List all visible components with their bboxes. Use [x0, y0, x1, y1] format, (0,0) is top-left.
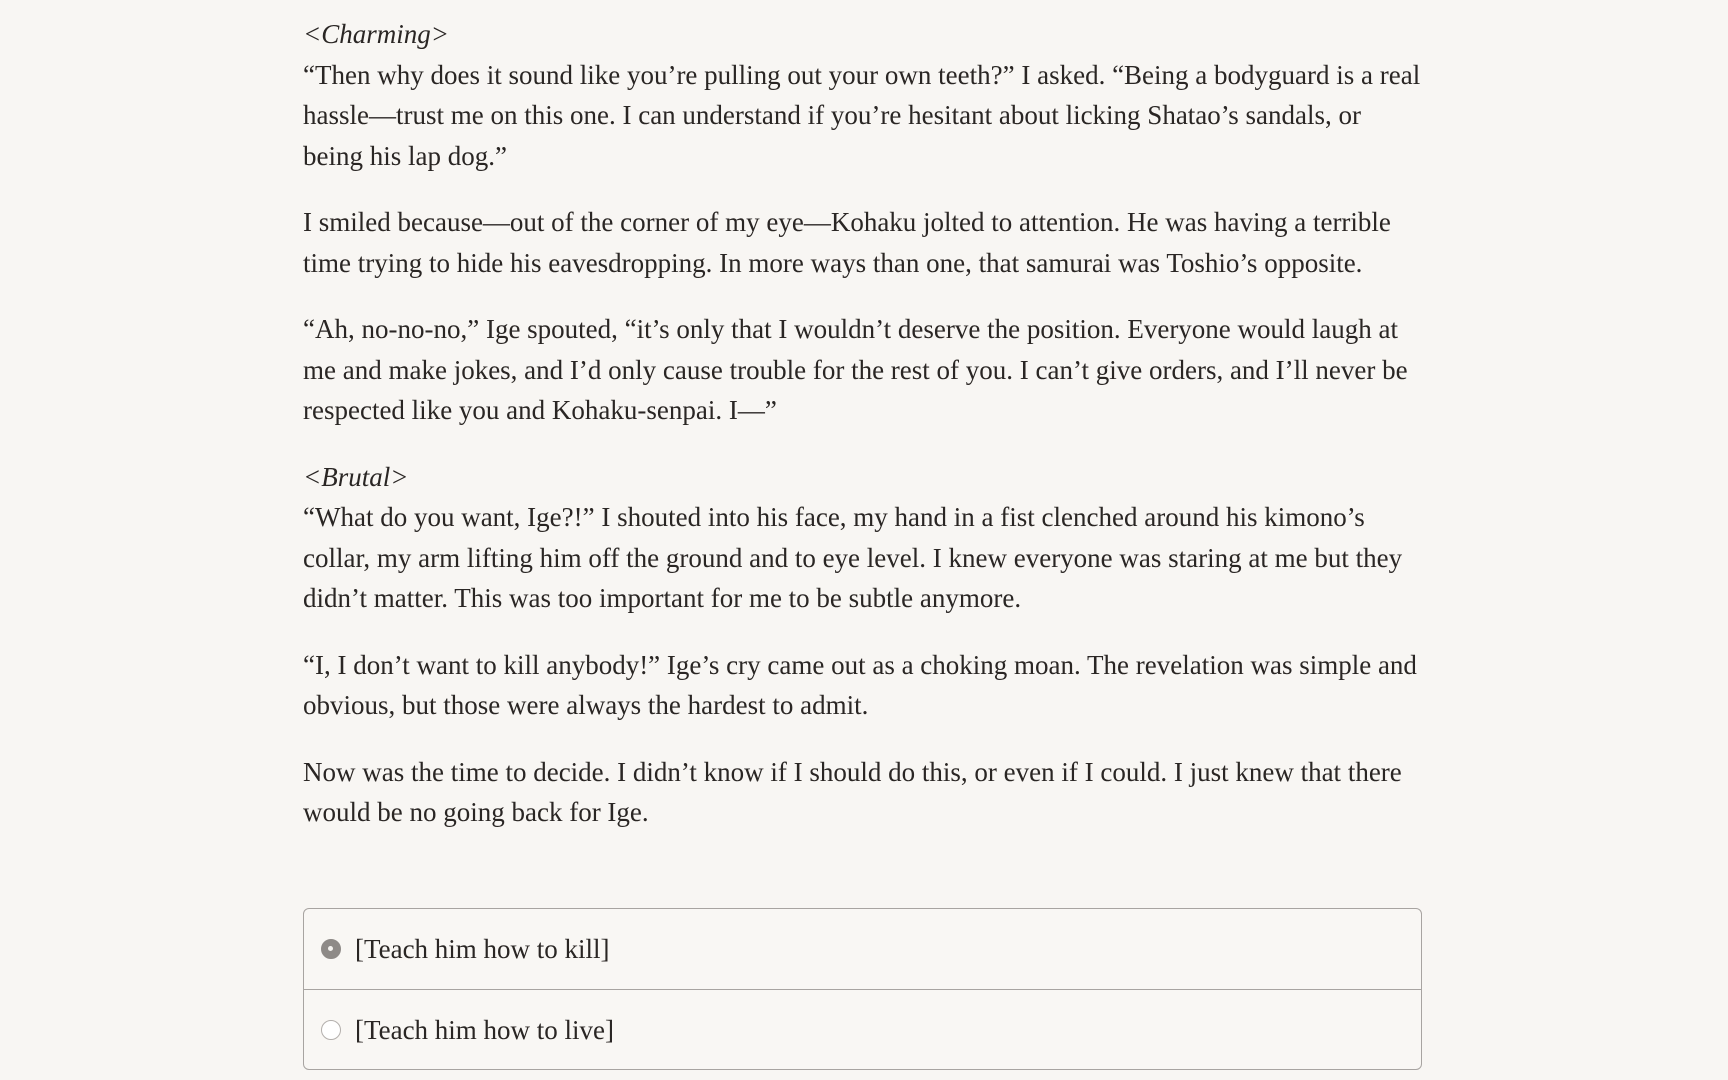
choice-label: [Teach him how to kill] [355, 934, 610, 964]
radio-selected-icon[interactable] [321, 939, 341, 959]
choice-label: [Teach him how to live] [355, 1014, 615, 1045]
choice-list [303, 908, 1422, 1070]
story-paragraph: “I, I don’t want to kill anybody!” Ige’s cry came out as a choking moan. The revelation was simple and obvious, but those were always the hardest to admit. [303, 649, 1417, 720]
choice-teach-live[interactable] [304, 989, 1421, 1069]
story-paragraph: I smiled because—out of the corner of my eye—Kohaku jolted to attention. He was having a terrible time trying to hide his eavesdropping. In more ways than one, that samurai was Toshio’s opposite. [303, 207, 1391, 278]
story-text [303, 14, 1423, 859]
radio-empty-icon[interactable] [321, 1020, 341, 1040]
paragraph-text: “What do you want, Ige?!” I shouted into his face, my hand in a fist clenched around his kimono’s collar, my arm lifting him off the ground and to eye level. I knew everyone was staring at me but they didn’t matter. This was too important for me to be subtle anymore. [303, 502, 1403, 613]
choice-teach-kill[interactable] [304, 909, 1421, 989]
paragraph-text: “Then why does it sound like you’re pulling out your own teeth?” I asked. “Being a bodyguard is a real hassle—trust me on this one. I can understand if you’re hesitant about licking Shatao’s sandals, or being his lap dog.” [303, 59, 1421, 171]
charming-tag: <Charming> [303, 19, 449, 49]
story-paragraph: “Ah, no-no-no,” Ige spouted, “it’s only that I wouldn’t deserve the position. Everyone would laugh at me and make jokes, and I’d only cause trouble for the rest of you. I can’t give orders, and I’ll never be respected like you and Kohaku-senpai. I—” [303, 314, 1408, 425]
story-paragraph-brutal [303, 457, 1423, 619]
brutal-tag: <Brutal> [303, 461, 409, 492]
story-paragraph: Now was the time to decide. I didn’t know if I should do this, or even if I could. I just knew that there would be no going back for Ige. [303, 756, 1402, 827]
story-paragraph-charming [303, 14, 1423, 176]
